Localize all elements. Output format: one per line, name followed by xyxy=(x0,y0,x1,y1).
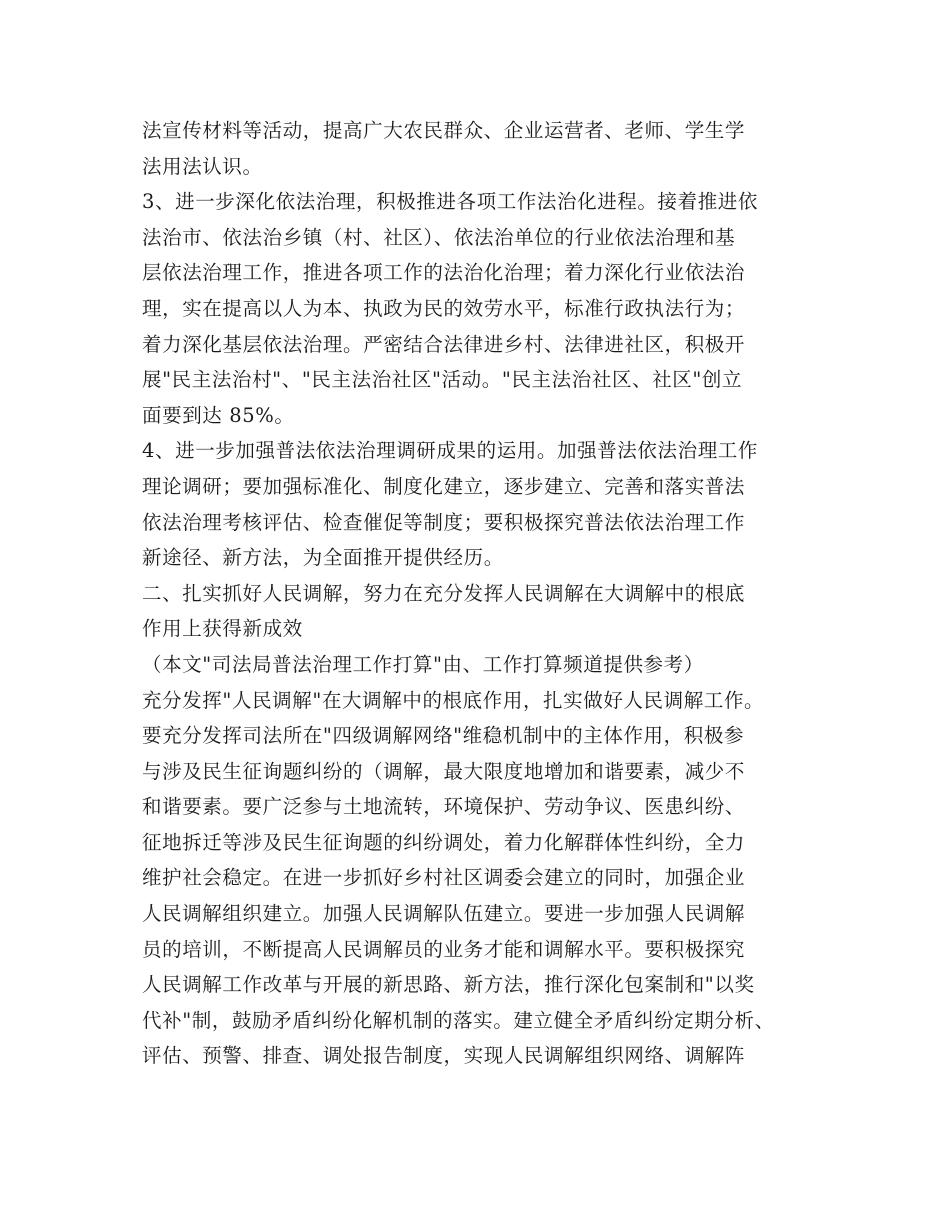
text-line: 评估、预警、排查、调处报告制度，实现人民调解组织网络、调解阵 xyxy=(142,1044,746,1068)
text-line: 征地拆迁等涉及民生征询题的纠纷调处，着力化解群体性纠纷，全力 xyxy=(142,830,746,854)
text-line: 依法治理考核评估、检查催促等制度；要积极探究普法依法治理工作 xyxy=(142,510,746,534)
text-line: 层依法治理工作，推进各项工作的法治化治理；着力深化行业依法治 xyxy=(142,261,746,285)
text-line: 人民调解工作改革与开展的新思路、新方法，推行深化包案制和"以奖 xyxy=(142,973,755,997)
text-line: （本文"司法局普法治理工作打算"由、工作打算频道提供参考） xyxy=(142,652,704,676)
text-line: 理，实在提高以人为本、执政为民的效劳水平，标准行政执法行为； xyxy=(142,296,746,320)
text-line: 员的培训，不断提高人民调解员的业务才能和调解水平。要积极探究 xyxy=(142,937,746,961)
text-line: 和谐要素。要广泛参与土地流转，环境保护、劳动争议、医患纠纷、 xyxy=(142,795,746,819)
text-line: 4、进一步加强普法依法治理调研成果的运用。加强普法依法治理工作 xyxy=(142,439,759,463)
text-line: 着力深化基层依法治理。严密结合法律进乡村、法律进社区，积极开 xyxy=(142,332,746,356)
text-line: 二、扎实抓好人民调解，努力在充分发挥人民调解在大调解中的根底 xyxy=(142,581,746,605)
text-line: 要充分发挥司法所在"四级调解网络"维稳机制中的主体作用，积极参 xyxy=(142,724,745,748)
text-line: 法宣传材料等活动，提高广大农民群众、企业运营者、老师、学生学 xyxy=(142,119,746,142)
text-line: 展"民主法治村"、"民主法治社区"活动。"民主法治社区、社区"创立 xyxy=(142,368,743,392)
text-line: 法治市、依法治乡镇（村、社区）、依法治单位的行业依法治理和基 xyxy=(142,225,736,249)
text-line: 充分发挥"人民调解"在大调解中的根底作用，扎实做好人民调解工作。 xyxy=(142,688,765,712)
text-line: 面要到达 85%。 xyxy=(142,403,295,427)
document-body xyxy=(142,113,842,1074)
text-line: 理论调研；要加强标准化、制度化建立，逐步建立、完善和落实普法 xyxy=(142,474,746,498)
text-line: 维护社会稳定。在进一步抓好乡村社区调委会建立的同时，加强企业 xyxy=(142,866,746,890)
text-line: 代补"制，鼓励矛盾纠纷化解机制的落实。建立健全矛盾纠纷定期分析、 xyxy=(142,1008,775,1032)
text-line: 与涉及民生征询题纠纷的（调解，最大限度地增加和谐要素，减少不 xyxy=(142,759,746,783)
text-line: 人民调解组织建立。加强人民调解队伍建立。要进一步加强人民调解 xyxy=(142,902,746,926)
text-line: 作用上获得新成效 xyxy=(142,617,303,641)
text-line: 法用法认识。 xyxy=(142,154,263,178)
text-line: 3、进一步深化依法治理，积极推进各项工作法治化进程。接着推进依 xyxy=(142,190,759,214)
text-line: 新途径、新方法，为全面推开提供经历。 xyxy=(142,546,504,570)
